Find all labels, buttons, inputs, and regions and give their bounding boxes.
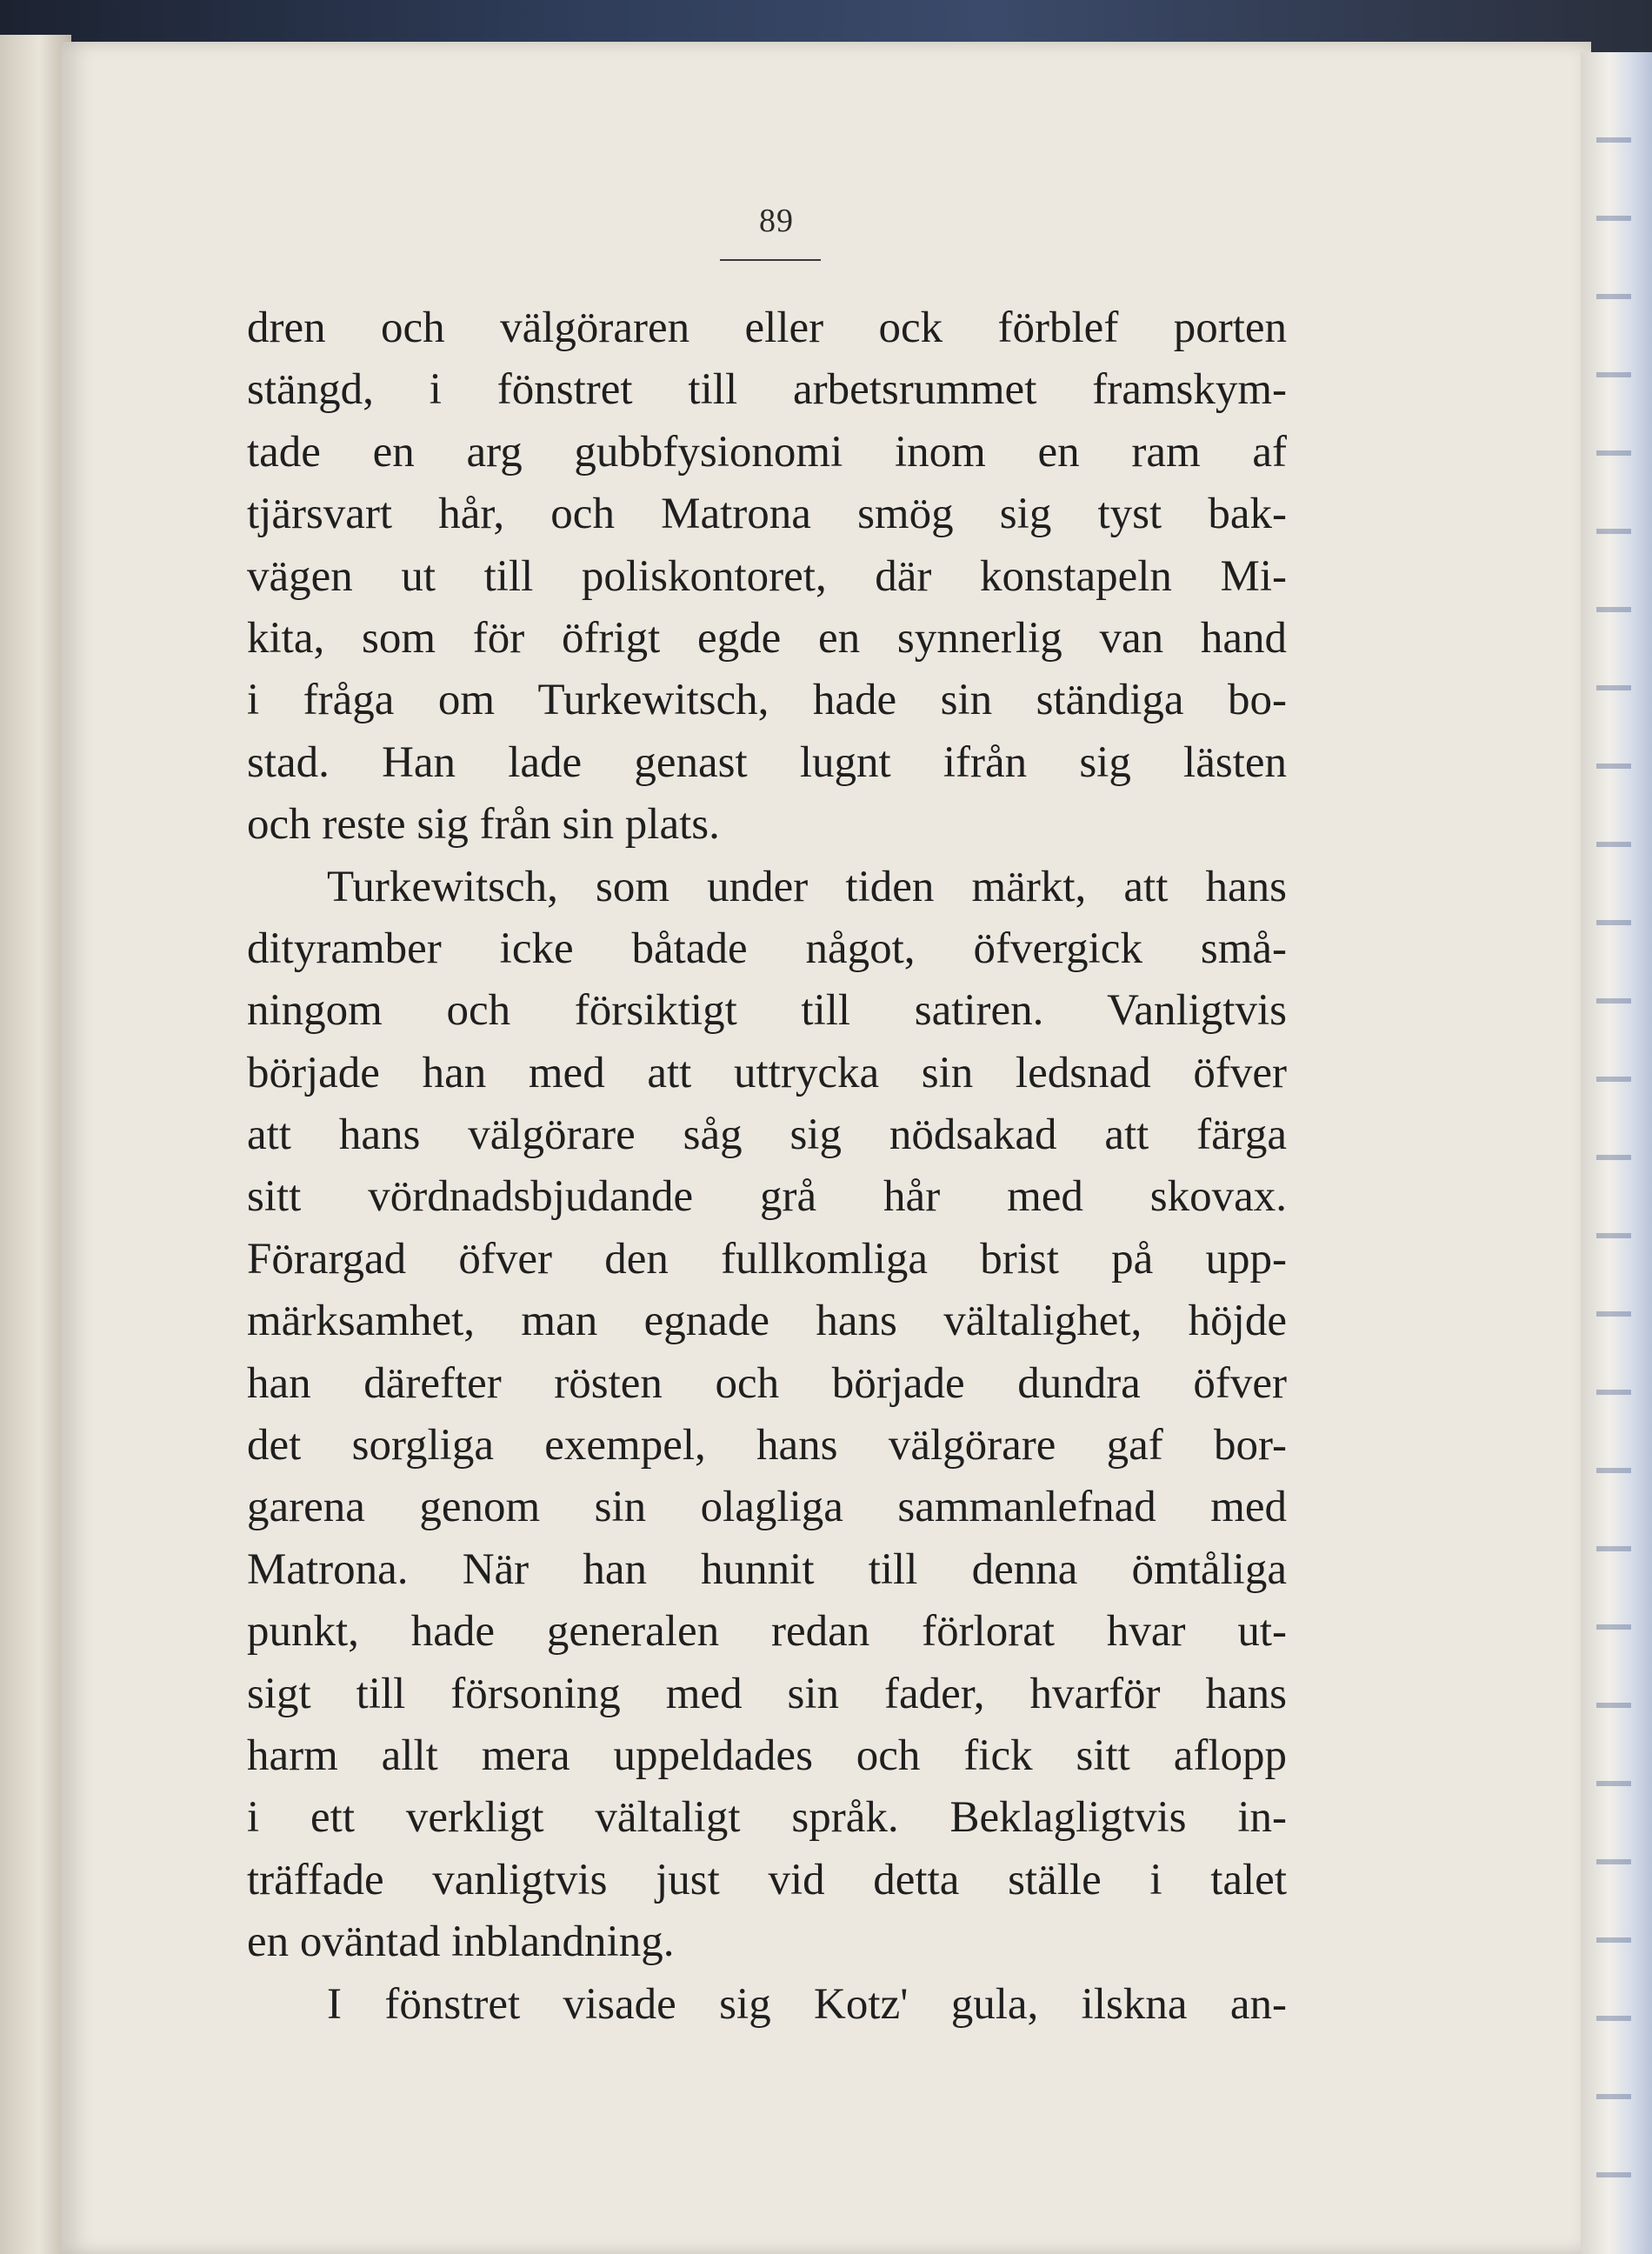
text-line: tade en arg gubbfysionomi inom en ram af — [247, 427, 1287, 477]
page-number: 89 — [759, 203, 794, 239]
text-line: i ett verkligt vältaligt språk. Beklagligtvis in- — [247, 1793, 1287, 1843]
text-line: att hans välgörare såg sig nödsakad att färga — [247, 1110, 1287, 1160]
text-line: Matrona. När han hunnit till denna ömtåliga — [247, 1544, 1287, 1594]
text-line: en oväntad inblandning. — [247, 1917, 675, 1967]
text-line: började han med att uttrycka sin ledsnad öfver — [247, 1048, 1287, 1097]
text-line: kita, som för öfrigt egde en synnerlig van hand — [247, 613, 1287, 663]
paragraph — [247, 1974, 1287, 2036]
book-fore-edge — [1581, 52, 1652, 2254]
text-line: och reste sig från sin plats. — [247, 800, 720, 850]
text-line: harm allt mera uppeldades och fick sitt aflopp — [247, 1731, 1287, 1780]
text-line: han därefter rösten och började dundra öfver — [247, 1358, 1287, 1408]
text-line: märksamhet, man egnade hans vältalighet, höjde — [247, 1297, 1287, 1346]
text-line: vägen ut till poliskontoret, där konstapeln Mi- — [247, 551, 1287, 601]
text-line: i fråga om Turkewitsch, hade sin ständiga bo- — [247, 676, 1287, 725]
text-line: det sorgliga exempel, hans välgörare gaf bor- — [247, 1421, 1287, 1470]
text-line: Turkewitsch, som under tiden märkt, att hans — [327, 862, 1287, 911]
text-line: sitt vördnadsbjudande grå hår med skovax. — [247, 1172, 1287, 1222]
text-line: stängd, i fönstret till arbetsrummet framskym- — [247, 365, 1287, 415]
paragraph — [247, 857, 1287, 1974]
body-text — [247, 297, 1287, 2036]
text-line: dren och välgöraren eller ock förblef porten — [247, 303, 1287, 352]
paragraph — [247, 297, 1287, 857]
text-line: garena genom sin olagliga sammanlefnad med — [247, 1483, 1287, 1532]
page-number-rule — [720, 259, 821, 261]
text-line: stad. Han lade genast lugnt ifrån sig lästen — [247, 737, 1287, 787]
text-line: punkt, hade generalen redan förlorat hvar ut- — [247, 1607, 1287, 1657]
text-line: träffade vanligtvis just vid detta ställe i talet — [247, 1855, 1287, 1904]
text-line: tjärsvart hår, och Matrona smög sig tyst bak- — [247, 490, 1287, 539]
text-line: ningom och försiktigt till satiren. Vanligtvis — [247, 986, 1287, 1036]
text-line: Förargad öfver den fullkomliga brist på upp- — [247, 1234, 1287, 1284]
fore-edge-stamp-marks — [1596, 104, 1631, 2191]
text-line: sigt till försoning med sin fader, hvarför hans — [247, 1669, 1287, 1718]
text-line: I fönstret visade sig Kotz' gula, ilskna an- — [327, 1979, 1287, 2029]
text-line: dityramber icke båtade något, öfvergick små- — [247, 924, 1287, 973]
